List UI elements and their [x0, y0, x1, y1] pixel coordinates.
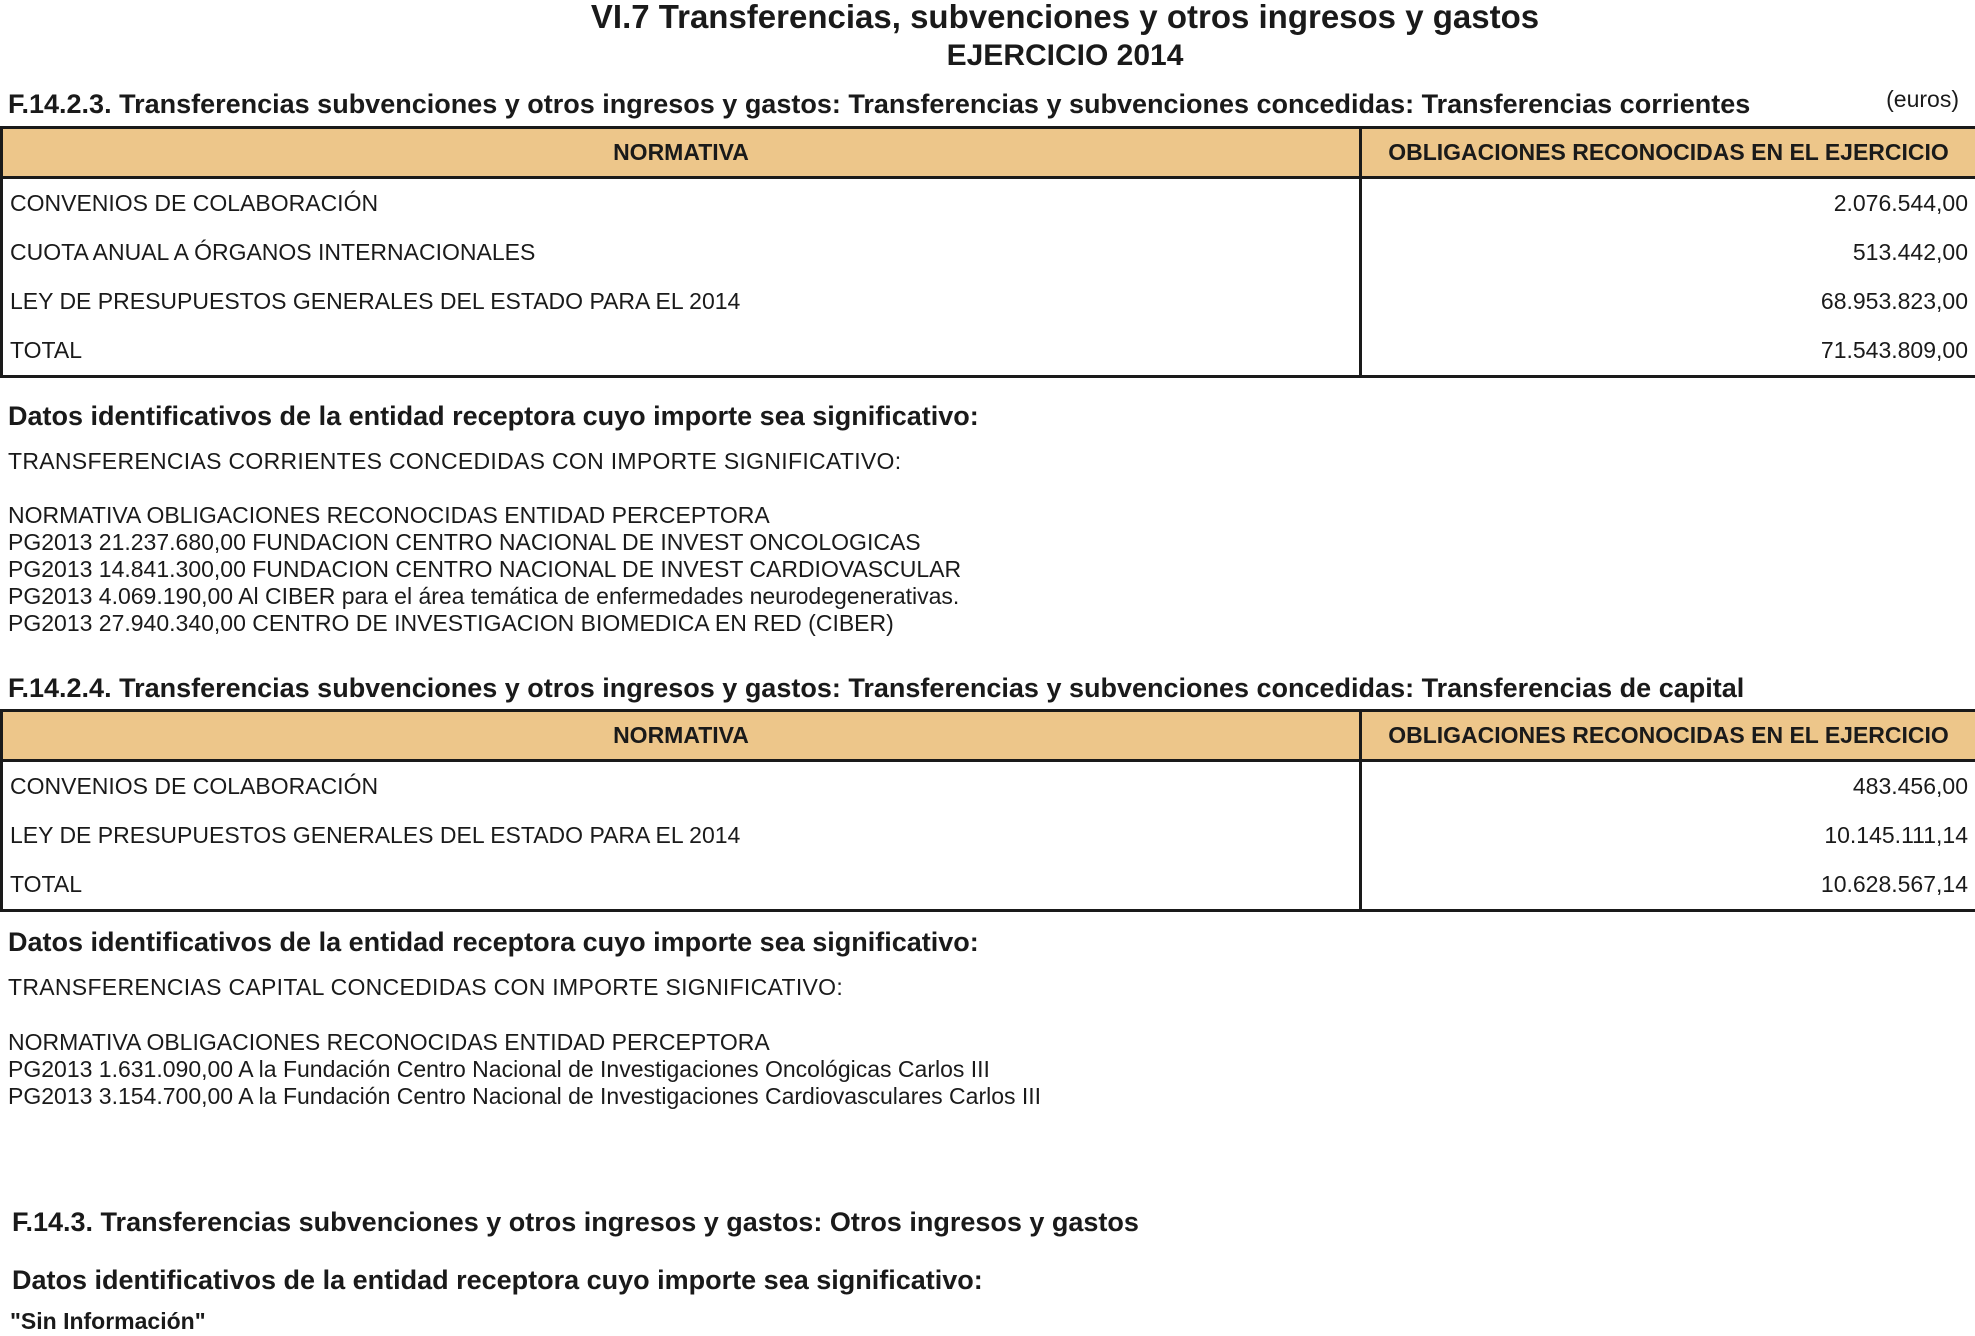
column-header-normativa: NORMATIVA — [2, 711, 1361, 761]
column-header-obligaciones: OBLIGACIONES RECONOCIDAS EN EL EJERCICIO — [1361, 711, 1975, 761]
row-label: TOTAL — [2, 860, 1361, 911]
row-label: CONVENIOS DE COLABORACIÓN — [2, 761, 1361, 812]
column-header-normativa: NORMATIVA — [2, 128, 1361, 178]
list-item: PG2013 21.237.680,00 FUNDACION CENTRO NACIONAL DE INVEST ONCOLOGICAS — [8, 529, 921, 555]
table-row-total — [2, 860, 1975, 911]
page-subtitle: EJERCICIO 2014 — [946, 39, 1184, 72]
section-heading-otros-ingresos-gastos: F.14.3. Transferencias subvenciones y otros ingresos y gastos: Otros ingresos y gastos — [12, 1207, 1139, 1237]
recipient-list — [8, 1029, 1041, 1110]
page-title: VI.7 Transferencias, subvenciones y otros ingresos y gastos — [590, 0, 1540, 35]
row-value: 513.442,00 — [1361, 228, 1975, 277]
section-heading-transferencias-capital: F.14.2.4. Transferencias subvenciones y otros ingresos y gastos: Transferencias y subvenciones concedidas: Transferencias de capital — [8, 673, 1745, 703]
list-item: NORMATIVA OBLIGACIONES RECONOCIDAS ENTIDAD PERCEPTORA — [8, 502, 770, 528]
list-item: PG2013 3.154.700,00 A la Fundación Centro Nacional de Investigaciones Cardiovasculares Carlos III — [8, 1083, 1042, 1109]
no-information-text: "Sin Información" — [10, 1308, 206, 1334]
table-row — [2, 277, 1975, 326]
row-value: 2.076.544,00 — [1361, 178, 1975, 229]
row-label: CUOTA ANUAL A ÓRGANOS INTERNACIONALES — [2, 228, 1361, 277]
table-row — [2, 761, 1975, 812]
row-label: LEY DE PRESUPUESTOS GENERALES DEL ESTADO PARA EL 2014 — [2, 811, 1361, 860]
row-value: 68.953.823,00 — [1361, 277, 1975, 326]
table-row — [2, 811, 1975, 860]
list-item: PG2013 4.069.190,00 Al CIBER para el área temática de enfermedades neurodegenerativas. — [8, 583, 960, 609]
significant-transfers-caption: TRANSFERENCIAS CORRIENTES CONCEDIDAS CON IMPORTE SIGNIFICATIVO: — [8, 448, 902, 474]
row-value: 10.145.111,14 — [1361, 811, 1975, 860]
datos-identificativos-heading: Datos identificativos de la entidad receptora cuyo importe sea significativo: — [12, 1265, 983, 1295]
list-item: PG2013 14.841.300,00 FUNDACION CENTRO NACIONAL DE INVEST CARDIOVASCULAR — [8, 556, 962, 582]
significant-transfers-caption: TRANSFERENCIAS CAPITAL CONCEDIDAS CON IMPORTE SIGNIFICATIVO: — [8, 974, 844, 1000]
list-item: PG2013 1.631.090,00 A la Fundación Centro Nacional de Investigaciones Oncológicas Carlos III — [8, 1056, 990, 1082]
datos-identificativos-heading: Datos identificativos de la entidad receptora cuyo importe sea significativo: — [8, 927, 979, 957]
row-value: 71.543.809,00 — [1361, 326, 1975, 377]
table-row-total — [2, 326, 1975, 377]
row-label: CONVENIOS DE COLABORACIÓN — [2, 178, 1361, 229]
table-row — [2, 228, 1975, 277]
recipient-list — [8, 502, 961, 637]
row-value: 10.628.567,14 — [1361, 860, 1975, 911]
datos-identificativos-heading: Datos identificativos de la entidad receptora cuyo importe sea significativo: — [8, 401, 979, 431]
list-item: NORMATIVA OBLIGACIONES RECONOCIDAS ENTIDAD PERCEPTORA — [8, 1029, 770, 1055]
units-label: (euros) — [1886, 86, 1959, 112]
table-transferencias-capital — [0, 709, 1975, 912]
row-value: 483.456,00 — [1361, 761, 1975, 812]
row-label: LEY DE PRESUPUESTOS GENERALES DEL ESTADO PARA EL 2014 — [2, 277, 1361, 326]
list-item: PG2013 27.940.340,00 CENTRO DE INVESTIGACION BIOMEDICA EN RED (CIBER) — [8, 610, 894, 636]
column-header-obligaciones: OBLIGACIONES RECONOCIDAS EN EL EJERCICIO — [1361, 128, 1975, 178]
table-row — [2, 178, 1975, 229]
table-transferencias-corrientes — [0, 126, 1975, 378]
section-heading-transferencias-corrientes: F.14.2.3. Transferencias subvenciones y otros ingresos y gastos: Transferencias y subvenciones concedidas: Transferencias corrientes — [8, 89, 1751, 119]
row-label: TOTAL — [2, 326, 1361, 377]
